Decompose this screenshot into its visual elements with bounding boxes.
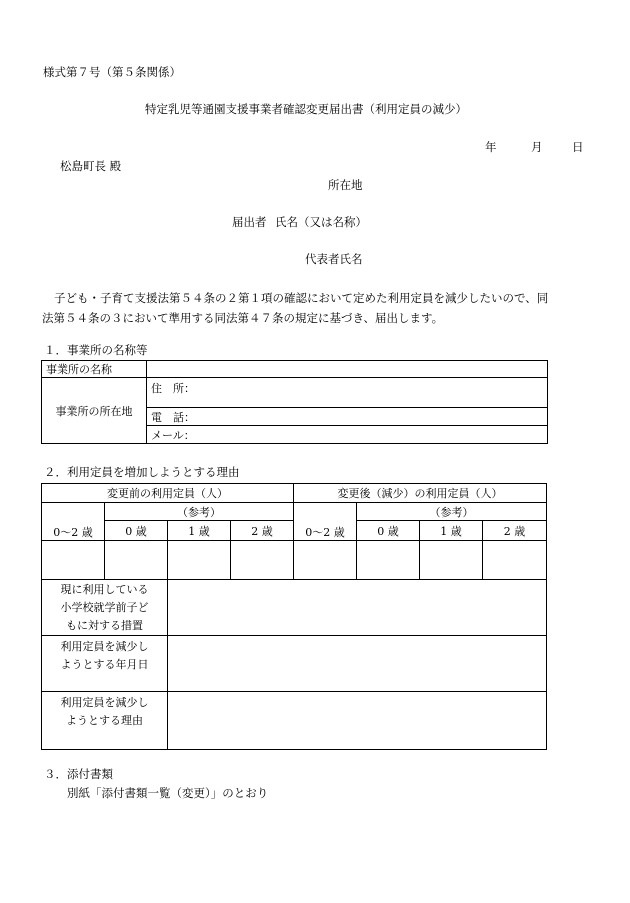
age-header-3: 2 歳 — [231, 521, 294, 541]
date-month: 月 — [531, 140, 543, 154]
capacity-value-cell[interactable] — [294, 541, 357, 580]
reduction-reason-label-line: 利用定員を減少し — [60, 696, 149, 709]
reduction-reason-label-line: ようとする理由 — [66, 714, 143, 727]
section2-heading: ２．利用定員を増加しようとする理由 — [44, 465, 240, 479]
address-field-label: 住 所： — [151, 382, 195, 395]
section3-heading: ３．添付書類 — [44, 767, 113, 781]
age-header-1: 0 歳 — [105, 521, 168, 541]
capacity-table — [41, 483, 547, 750]
facility-table — [41, 360, 548, 444]
document-title: 特定乳児等通園支援事業者確認変更届出書（利用定員の減少） — [145, 102, 467, 116]
body-line-2: 法第５４条の３において準用する同法第４７条の規定に基づき、届出します。 — [42, 311, 444, 325]
address-label: 所在地 — [328, 178, 363, 192]
form-number: 様式第７号（第５条関係） — [43, 65, 181, 79]
date-day: 日 — [572, 140, 584, 154]
facility-location-label: 事業所の所在地 — [42, 378, 147, 444]
reduction-date-label — [42, 636, 168, 692]
reduction-date-label-line: 利用定員を減少し — [60, 640, 149, 653]
measures-label — [42, 580, 168, 636]
capacity-value-cell[interactable] — [420, 541, 483, 580]
facility-mail-cell[interactable] — [147, 426, 548, 444]
measures-label-line: 現に利用している — [60, 582, 149, 596]
body-paragraph — [42, 288, 587, 328]
reference-header-before: （参考） — [105, 503, 294, 521]
capacity-value-cell[interactable] — [105, 541, 168, 580]
after-capacity-header: 変更後（減少）の利用定員（人） — [294, 484, 547, 503]
addressee: 松島町長 殿 — [60, 159, 122, 173]
age-header-6: 1 歳 — [420, 521, 483, 541]
measures-value-cell[interactable] — [168, 580, 547, 636]
name-label: 氏名（又は名称） — [275, 215, 367, 229]
age-header-5: 0 歳 — [357, 521, 420, 541]
reduction-date-label-line: ようとする年月日 — [60, 658, 149, 671]
capacity-value-cell[interactable] — [168, 541, 231, 580]
phone-field-label: 電 話： — [151, 410, 195, 424]
measures-label-line: もに対する措置 — [66, 618, 143, 632]
capacity-value-cell[interactable] — [42, 541, 105, 580]
facility-phone-cell[interactable] — [147, 408, 548, 426]
capacity-value-cell[interactable] — [231, 541, 294, 580]
facility-name-label: 事業所の名称 — [42, 361, 147, 378]
representative-label: 代表者氏名 — [305, 252, 363, 266]
age-header-7: 2 歳 — [483, 521, 547, 541]
capacity-value-cell[interactable] — [483, 541, 547, 580]
notifier-label: 届出者 — [232, 215, 267, 229]
mail-field-label: メール： — [151, 428, 195, 442]
date-year: 年 — [485, 140, 497, 154]
age-header-0: 0～2 歳 — [42, 503, 105, 541]
attachments-text: 別紙「添付書類一覧（変更）」のとおり — [67, 786, 269, 800]
reference-header-after: （参考） — [357, 503, 547, 521]
reduction-date-value-cell[interactable] — [168, 636, 547, 692]
measures-label-line: 小学校就学前子ど — [60, 600, 149, 614]
facility-address-cell[interactable] — [147, 378, 548, 408]
reduction-reason-value-cell[interactable] — [168, 692, 547, 750]
reduction-reason-label — [42, 692, 168, 750]
section1-heading: １．事業所の名称等 — [44, 343, 148, 357]
capacity-value-cell[interactable] — [357, 541, 420, 580]
before-capacity-header: 変更前の利用定員（人） — [42, 484, 294, 503]
body-line-1: 子ども・子育て支援法第５４条の２第１項の確認において定めた利用定員を減少したいので、同 — [54, 291, 549, 305]
age-header-2: 1 歳 — [168, 521, 231, 541]
facility-name-cell[interactable] — [147, 361, 548, 378]
age-header-4: 0～2 歳 — [294, 503, 357, 541]
